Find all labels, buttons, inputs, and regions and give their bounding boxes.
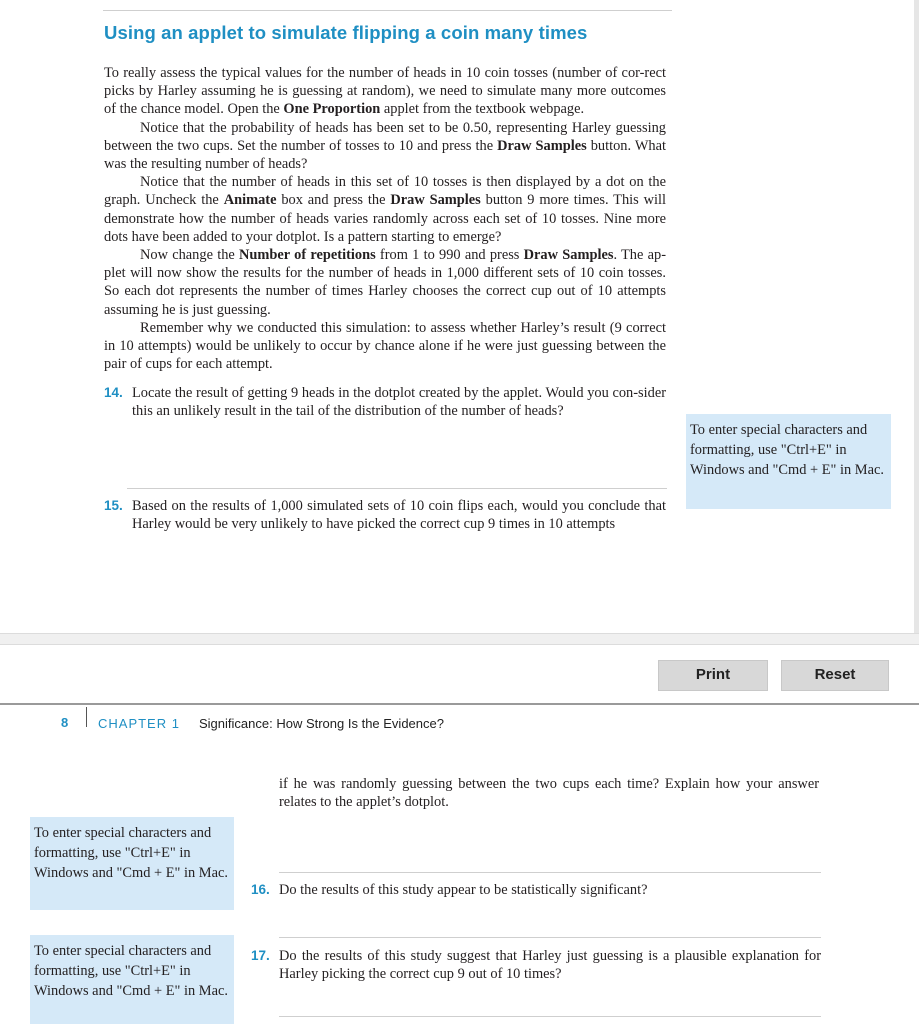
question-number: 15.	[104, 498, 123, 513]
answer-line-q17	[279, 1016, 821, 1017]
reset-button[interactable]: Reset	[781, 660, 889, 691]
page-separator	[0, 633, 919, 645]
question-15	[104, 497, 666, 537]
top-divider	[103, 10, 672, 11]
paragraph-5: Remember why we conducted this simulation: to assess whether Harley’s result (9 correct in 10 attempts) would be unlikely to occur by chance alone if he were just guessing between the pair of cups for each attempt.	[104, 319, 666, 373]
question-15-continued	[279, 775, 819, 811]
answer-hint: To enter special characters and formatting, use "Ctrl+E" in Windows and "Cmd + E" in Mac.	[34, 825, 228, 881]
answer-line-q14	[127, 488, 667, 489]
answer-box-q14[interactable]	[686, 414, 891, 509]
paragraph-4: Now change the Number of repetitions from 1 to 990 and press Draw Samples. The ap-plet will now show the results for the number of heads in 1,000 different sets of 10 coin tosses. So each dot represents the number of times Harley chooses the correct cup out of 10 attempts assuming he is just guessing.	[104, 247, 666, 318]
question-16	[251, 881, 821, 901]
question-text: Do the results of this study appear to be statistically significant?	[279, 882, 648, 898]
paragraph-3: Notice that the number of heads in this set of 10 tosses is then displayed by a dot on the graph. Uncheck the Animate box and press the Draw Samples button 9 more times. This will demonstrate how the number of heads varies randomly across each set of 10 tosses. Nine more dots have been added to your dotplot. Is a pattern starting to emerge?	[104, 174, 667, 245]
question-text: Locate the result of getting 9 heads in the dotplot created by the applet. Would you con-sider this an unlikely result in the tail of the distribution of the number of heads?	[132, 385, 666, 420]
question-text: Do the results of this study suggest that Harley just guessing is a plausible explanation for Harley picking the correct cup 9 out of 10 times?	[279, 948, 821, 983]
chapter-label: CHAPTER 1	[98, 716, 180, 731]
question-number: 16.	[251, 882, 270, 897]
question-number: 14.	[104, 385, 123, 400]
section-title: Using an applet to simulate flipping a coin many times	[104, 22, 588, 43]
page-number-divider	[86, 707, 87, 727]
question-14	[104, 384, 666, 424]
paragraph-1: To really assess the typical values for the number of heads in 10 coin tosses (number of cor-rect picks by Harley assuming he is guessing at random), we need to simulate many more outcomes of the chance model. Open the One Proportion applet from the textbook webpage.	[104, 65, 666, 118]
print-button[interactable]: Print	[658, 660, 768, 691]
footer-rule	[0, 703, 919, 705]
chapter-title: Significance: How Strong Is the Evidence?	[199, 716, 444, 731]
page-edge	[914, 0, 919, 640]
question-text: if he was randomly guessing between the two cups each time? Explain how your answer relates to the applet’s dotplot.	[279, 776, 819, 811]
answer-hint: To enter special characters and formatting, use "Ctrl+E" in Windows and "Cmd + E" in Mac.	[34, 943, 228, 999]
section-body	[104, 64, 666, 373]
page-number: 8	[61, 715, 69, 730]
question-number: 17.	[251, 948, 270, 963]
answer-hint: To enter special characters and formatting, use "Ctrl+E" in Windows and "Cmd + E" in Mac.	[690, 422, 884, 478]
question-17	[251, 947, 821, 987]
answer-line-q16	[279, 937, 821, 938]
answer-box-q16[interactable]	[30, 935, 234, 1024]
paragraph-2: Notice that the probability of heads has been set to be 0.50, representing Harley guessing between the two cups. Set the number of tosses to 10 and press the Draw Samples button. What was the resulting number of heads?	[104, 119, 666, 173]
question-text: Based on the results of 1,000 simulated sets of 10 coin flips each, would you conclude that Harley would be very unlikely to have picked the correct cup 9 times in 10 attempts	[132, 498, 666, 533]
answer-line-q15	[279, 872, 821, 873]
answer-box-q15[interactable]	[30, 817, 234, 910]
